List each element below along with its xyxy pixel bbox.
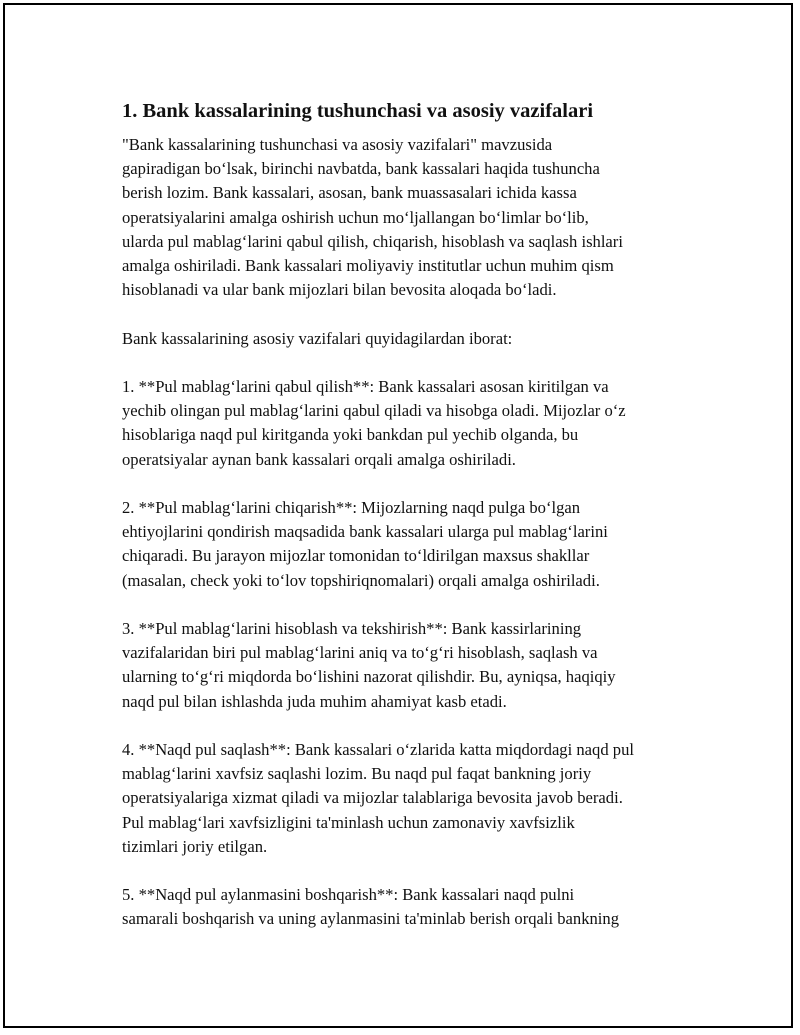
text-line: Pul mablagʻlari xavfsizligini ta'minlash uchun zamonaviy xavfsizlik [122, 812, 575, 832]
text-line: yechib olingan pul mablagʻlarini qabul qiladi va hisobga oladi. Mijozlar oʻz [122, 401, 626, 421]
page-frame [3, 3, 793, 1028]
text-line: 1. **Pul mablagʻlarini qabul qilish**: Bank kassalari asosan kiritilgan va [122, 377, 609, 396]
text-line: chiqaradi. Bu jarayon mijozlar tomonidan toʻldirilgan maxsus shakllar [122, 546, 590, 566]
text-line: hisoblanadi va ular bank mijozlari bilan bevosita aloqada boʻladi. [122, 280, 557, 300]
text-line: operatsiyalarini amalga oshirish uchun moʻljallangan boʻlimlar boʻlib, [122, 207, 589, 227]
text-line: vazifalaridan biri pul mablagʻlarini aniq va toʻgʻri hisoblash, saqlash va [122, 643, 598, 663]
text-line: gapiradigan boʻlsak, birinchi navbatda, bank kassalari haqida tushuncha [122, 159, 600, 179]
text-line: samarali boshqarish va uning aylanmasini ta'minlab berish orqali bankning [122, 909, 620, 929]
text-line: 5. **Naqd pul aylanmasini boshqarish**: Bank kassalari naqd pulni [122, 885, 575, 905]
text-line: hisoblariga naqd pul kiritganda yoki bankdan pul yechib olganda, bu [122, 425, 579, 445]
text-line: 3. **Pul mablagʻlarini hisoblash va tekshirish**: Bank kassirlarining [122, 619, 582, 638]
document-title: 1. Bank kassalarining tushunchasi va asosiy vazifalari [122, 100, 594, 122]
text-line: mablagʻlarini xavfsiz saqlashi lozim. Bu naqd pul faqat bankning joriy [122, 764, 592, 784]
text-line: (masalan, check yoki toʻlov topshiriqnomalari) orqali amalga oshiriladi. [122, 570, 600, 590]
list-item-3 [122, 617, 702, 714]
intro-paragraph [122, 133, 702, 302]
text-line: operatsiyalariga xizmat qiladi va mijozlar talablariga bevosita javob beradi. [122, 788, 623, 808]
list-item-4 [122, 738, 702, 859]
text-line: Bank kassalarining asosiy vazifalari quyidagilardan iborat: [122, 328, 513, 348]
text-line: 4. **Naqd pul saqlash**: Bank kassalari oʻzlarida katta miqdordagi naqd pul [122, 740, 634, 759]
text-line: amalga oshiriladi. Bank kassalari moliyaviy institutlar uchun muhim qism [122, 256, 614, 276]
text-line: tizimlari joriy etilgan. [122, 836, 268, 856]
text-line: berish lozim. Bank kassalari, asosan, bank muassasalari ichida kassa [122, 183, 577, 203]
list-item-5 [122, 883, 702, 931]
text-line: 2. **Pul mablagʻlarini chiqarish**: Mijozlarning naqd pulga boʻlgan [122, 498, 581, 517]
text-line: ularning toʻgʻri miqdorda boʻlishini nazorat qilishdir. Bu, ayniqsa, haqiqiy [122, 667, 616, 687]
text-line: "Bank kassalarining tushunchasi va asosiy vazifalari" mavzusida [122, 135, 553, 154]
list-item-1 [122, 375, 702, 472]
text-line: naqd pul bilan ishlashda juda muhim ahamiyat kasb etadi. [122, 691, 507, 711]
text-line: ularda pul mablagʻlarini qabul qilish, chiqarish, hisoblash va saqlash ishlari [122, 231, 623, 251]
list-intro-paragraph [122, 327, 702, 351]
list-item-2 [122, 496, 702, 593]
document-body [122, 98, 702, 956]
text-line: ehtiyojlarini qondirish maqsadida bank kassalari ularga pul mablagʻlarini [122, 522, 608, 542]
text-line: operatsiyalar aynan bank kassalari orqali amalga oshiriladi. [122, 449, 516, 469]
